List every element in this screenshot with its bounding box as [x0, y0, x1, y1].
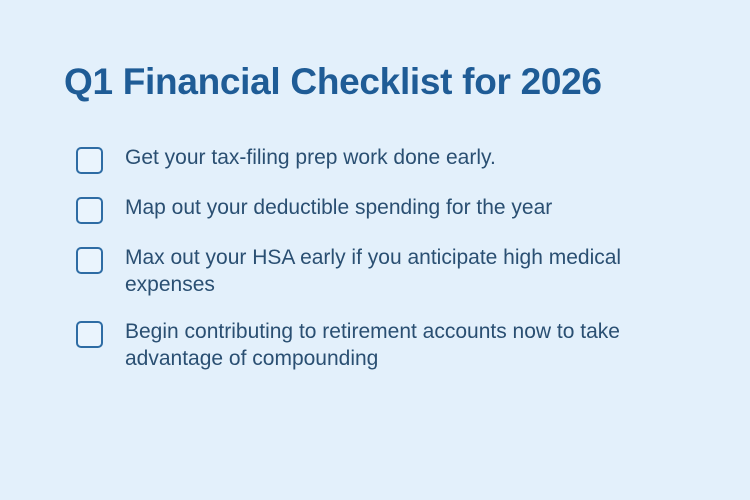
checkbox-icon[interactable]	[76, 321, 103, 348]
checkbox-icon[interactable]	[76, 247, 103, 274]
checkbox-icon[interactable]	[76, 197, 103, 224]
checkbox-icon[interactable]	[76, 147, 103, 174]
list-item-label: Get your tax-filing prep work done early.	[125, 145, 496, 169]
checklist	[64, 145, 686, 374]
list-item[interactable]	[76, 195, 686, 224]
list-item-label: Begin contributing to retirement accounts now to take advantage of compounding	[125, 320, 620, 371]
list-item[interactable]	[76, 319, 686, 373]
list-item[interactable]	[76, 245, 686, 299]
list-item[interactable]	[76, 145, 686, 174]
page-title: Q1 Financial Checklist for 2026	[64, 61, 602, 102]
list-item-label: Map out your deductible spending for the year	[125, 195, 553, 219]
list-item-label: Max out your HSA early if you anticipate high medical expenses	[125, 245, 622, 296]
